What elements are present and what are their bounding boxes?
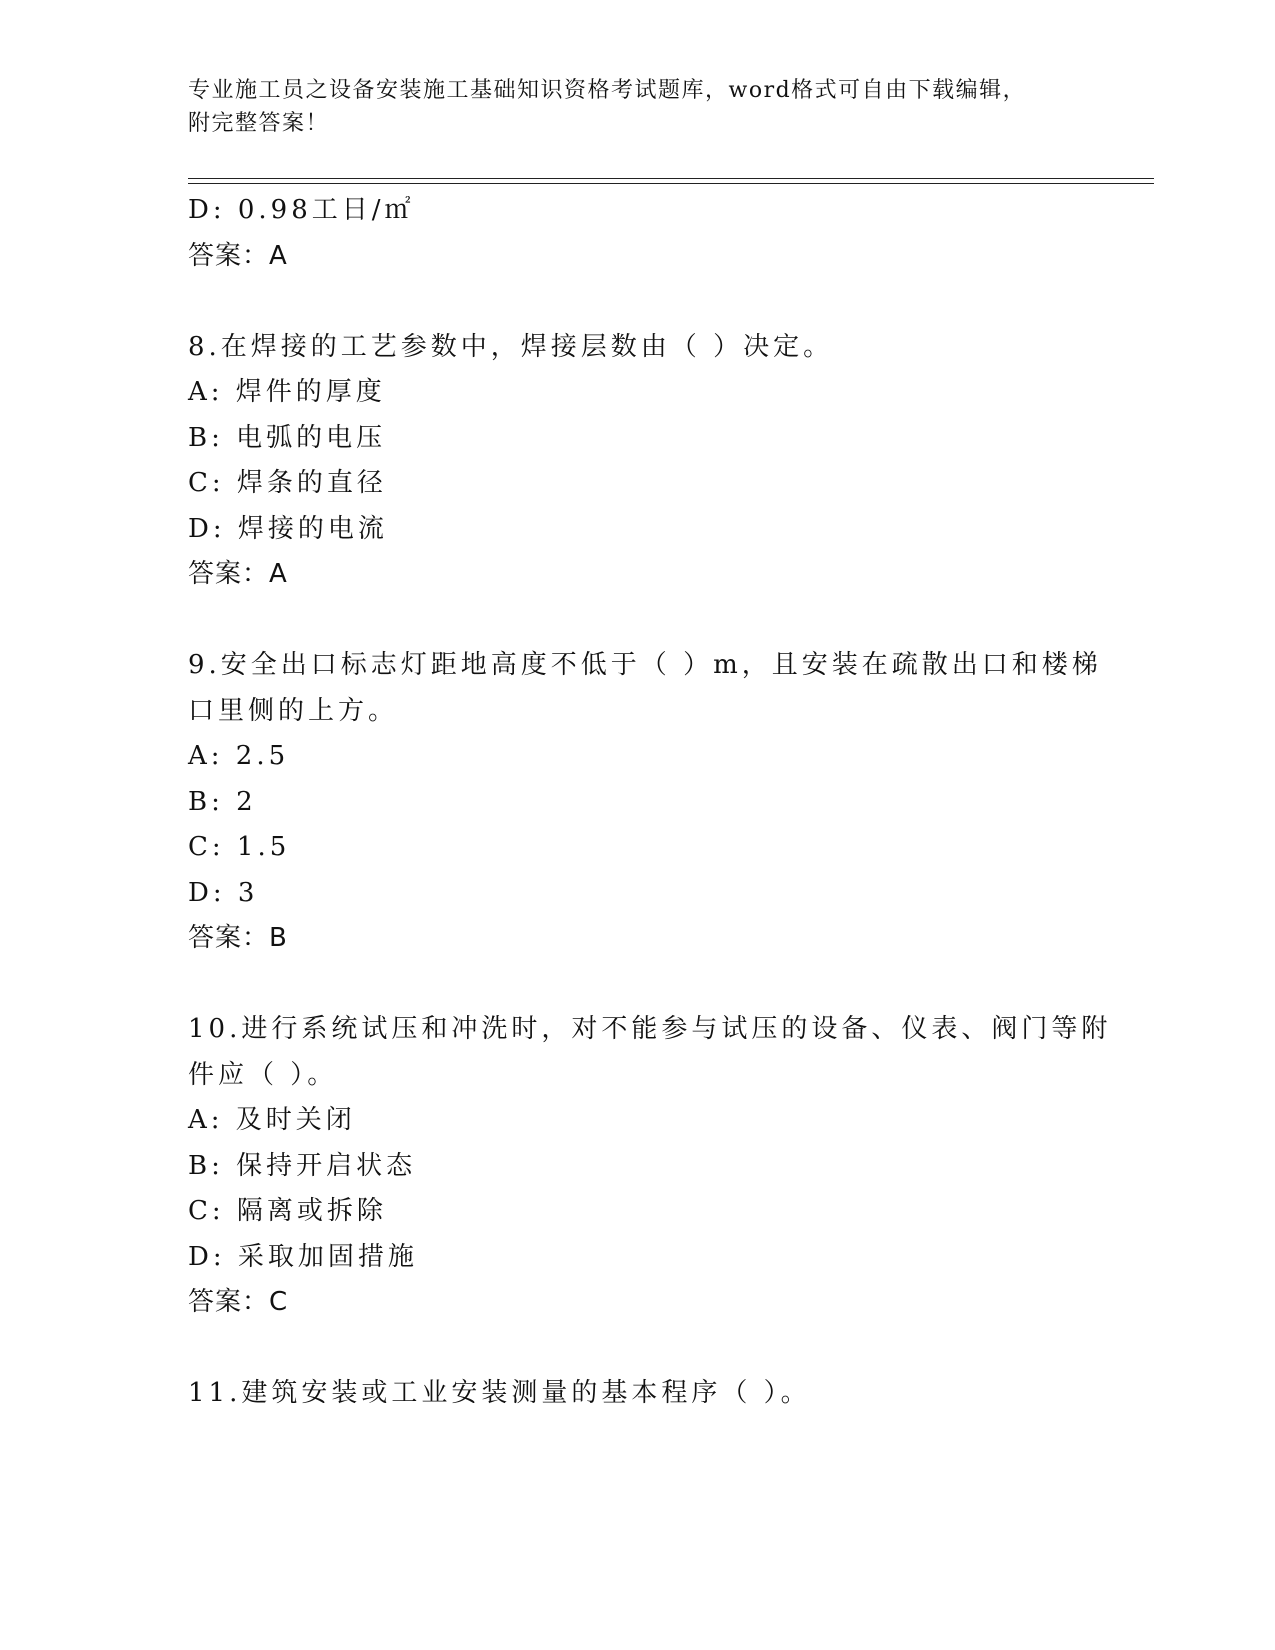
previous-answer: 答案：A bbox=[188, 240, 288, 271]
question-8-option-a: A: 焊件的厚度 bbox=[188, 377, 386, 407]
question-10-stem-line-1: 10.进行系统试压和冲洗时，对不能参与试压的设备、仪表、阀门等附 bbox=[188, 1014, 1112, 1044]
header-line-2: 附完整答案！ bbox=[188, 111, 330, 136]
question-8-option-c: C: 焊条的直径 bbox=[188, 468, 387, 498]
question-9-stem-line-1: 9.安全出口标志灯距地高度不低于（ ）m，且安装在疏散出口和楼梯 bbox=[188, 650, 1102, 680]
question-8-option-b: B: 电弧的电压 bbox=[188, 422, 387, 453]
question-10-option-d: D: 采取加固措施 bbox=[188, 1241, 418, 1272]
question-9 bbox=[188, 643, 1102, 962]
question-9-answer: 答案：B bbox=[188, 923, 288, 953]
question-10-stem-line-2: 件应（ ）。 bbox=[188, 1059, 338, 1090]
question-8-stem: 8.在焊接的工艺参数中，焊接层数由（ ）决定。 bbox=[188, 331, 834, 362]
question-10-option-c: C: 隔离或拆除 bbox=[188, 1196, 387, 1226]
question-9-option-b: B: 2 bbox=[188, 786, 257, 817]
question-list bbox=[188, 188, 1112, 1417]
previous-option-d: D: 0.98工日/㎡ bbox=[188, 195, 415, 225]
question-9-option-d: D: 3 bbox=[188, 877, 259, 908]
header-divider-top bbox=[188, 178, 1154, 179]
header-line-1: 专业施工员之设备安装施工基础知识资格考试题库，word格式可自由下载编辑， bbox=[188, 78, 1027, 103]
question-8-answer: 答案：A bbox=[188, 559, 288, 589]
question-11-stem: 11.建筑安装或工业安装测量的基本程序（ ）。 bbox=[188, 1378, 811, 1408]
spacer bbox=[188, 1326, 1088, 1372]
question-10 bbox=[188, 1007, 1112, 1326]
spacer bbox=[188, 962, 1088, 1008]
question-10-option-b: B: 保持开启状态 bbox=[188, 1150, 417, 1181]
question-10-option-a: A: 及时关闭 bbox=[188, 1105, 356, 1135]
spacer bbox=[188, 279, 1088, 325]
question-8-option-d: D: 焊接的电流 bbox=[188, 513, 388, 544]
question-9-stem-line-2: 口里侧的上方。 bbox=[188, 695, 399, 726]
header-divider-bottom bbox=[188, 183, 1154, 184]
spacer bbox=[188, 598, 1088, 644]
question-9-option-c: C: 1.5 bbox=[188, 832, 291, 862]
question-9-option-a: A: 2.5 bbox=[188, 741, 290, 771]
question-11 bbox=[188, 1371, 1088, 1417]
page-header bbox=[188, 74, 1068, 140]
question-10-answer: 答案：C bbox=[188, 1287, 289, 1317]
question-8 bbox=[188, 325, 1088, 598]
